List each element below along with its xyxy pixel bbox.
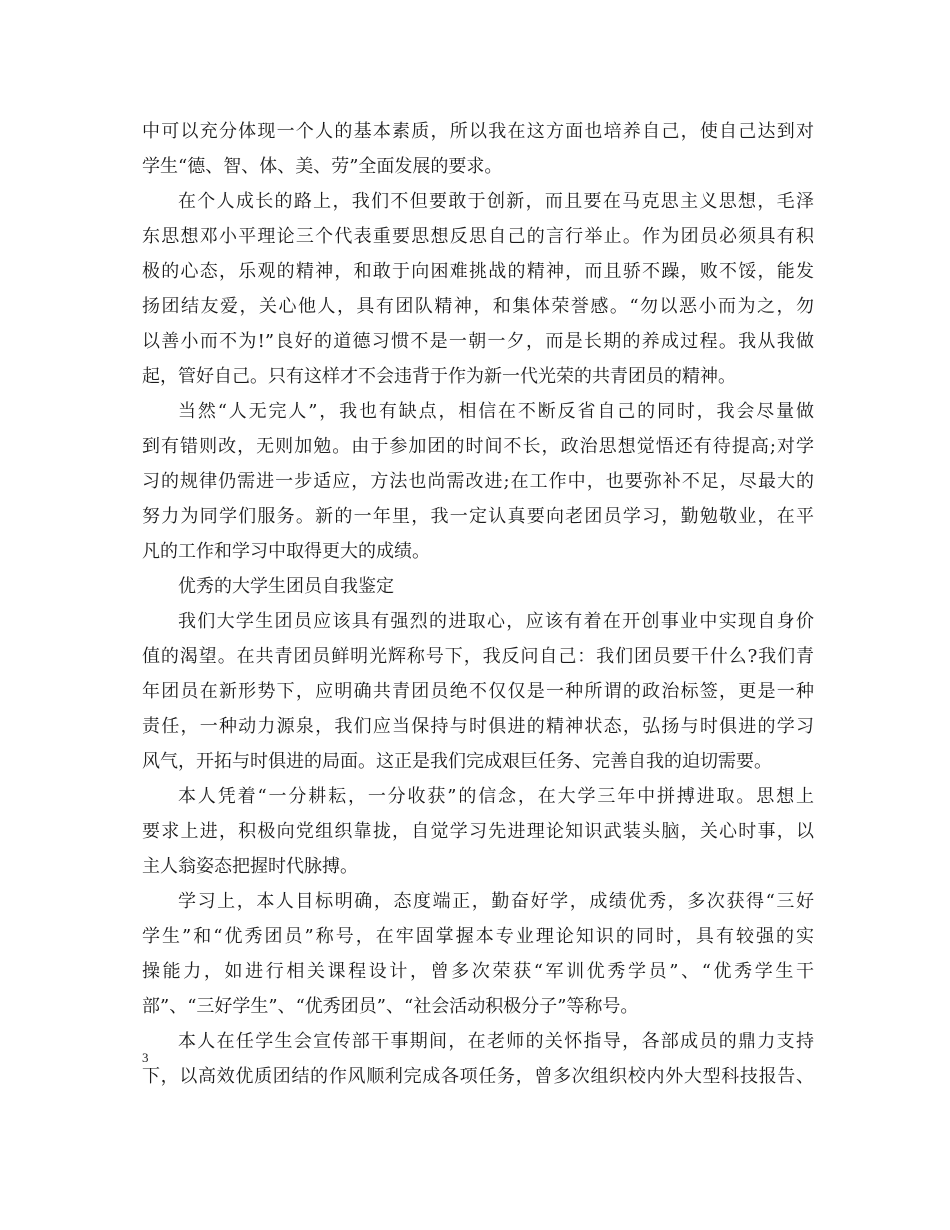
text-line: 到有错则改，无则加勉。由于参加团的时间不长，政治思想觉悟还有待提高;对学 bbox=[142, 436, 814, 457]
text-line: 操能力，如进行相关课程设计，曾多次荣获“军训优秀学员”、“优秀学生干 bbox=[142, 961, 814, 982]
document-body bbox=[142, 114, 814, 1094]
text-line: 当然“人无完人”，我也有缺点，相信在不断反省自己的同时，我会尽量做 bbox=[178, 401, 814, 422]
text-line: 优秀的大学生团员自我鉴定 bbox=[178, 576, 394, 597]
text-line: 年团员在新形势下，应明确共青团员绝不仅仅是一种所谓的政治标签，更是一种 bbox=[142, 681, 814, 702]
text-line: 责任，一种动力源泉，我们应当保持与时俱进的精神状态，弘扬与时俱进的学习 bbox=[142, 716, 814, 737]
text-line: 我们大学生团员应该具有强烈的进取心，应该有着在开创事业中实现自身价 bbox=[178, 611, 814, 632]
text-line: 学习上，本人目标明确，态度端正，勤奋好学，成绩优秀，多次获得“三好 bbox=[178, 891, 814, 912]
text-line: 学生”和“优秀团员”称号，在牢固掌握本专业理论知识的同时，具有较强的实 bbox=[142, 926, 814, 947]
text-line: 本人在任学生会宣传部干事期间，在老师的关怀指导，各部成员的鼎力支持 bbox=[178, 1031, 814, 1052]
text-line: 值的渴望。在共青团员鲜明光辉称号下，我反问自己：我们团员要干什么?我们青 bbox=[142, 646, 814, 667]
text-line: 中可以充分体现一个人的基本素质，所以我在这方面也培养自己，使自己达到对 bbox=[142, 121, 814, 142]
text-line: 以善小而不为!”良好的道德习惯不是一朝一夕，而是长期的养成过程。我从我做 bbox=[142, 331, 814, 352]
text-line: 要求上进，积极向党组织靠拢，自觉学习先进理论知识武装头脑，关心时事，以 bbox=[142, 821, 814, 842]
text-line: 主人翁姿态把握时代脉搏。 bbox=[142, 856, 358, 877]
text-line: 凡的工作和学习中取得更大的成绩。 bbox=[142, 541, 430, 562]
text-line: 在个人成长的路上，我们不但要敢于创新，而且要在马克思主义思想，毛泽 bbox=[178, 191, 814, 212]
text-line: 本人凭着“一分耕耘，一分收获”的信念，在大学三年中拼搏进取。思想上 bbox=[178, 786, 814, 807]
text-line: 习的规律仍需进一步适应，方法也尚需改进;在工作中，也要弥补不足，尽最大的 bbox=[142, 471, 814, 492]
text-line: 扬团结友爱，关心他人，具有团队精神，和集体荣誉感。“勿以恶小而为之，勿 bbox=[142, 296, 814, 317]
text-line: 学生“德、智、体、美、劳”全面发展的要求。 bbox=[142, 156, 503, 177]
text-line: 部”、“三好学生”、“优秀团员”、“社会活动积极分子”等称号。 bbox=[142, 996, 639, 1017]
text-line: 东思想邓小平理论三个代表重要思想反思自己的言行举止。作为团员必须具有积 bbox=[142, 226, 814, 247]
text-line: 起，管好自己。只有这样才不会违背于作为新一代光荣的共青团员的精神。 bbox=[142, 366, 736, 387]
page-number: 3 bbox=[142, 1050, 149, 1065]
text-line: 风气，开拓与时俱进的局面。这正是我们完成艰巨任务、完善自我的迫切需要。 bbox=[142, 751, 772, 772]
text-line: 努力为同学们服务。新的一年里，我一定认真要向老团员学习，勤勉敬业，在平 bbox=[142, 506, 814, 527]
text-line: 下，以高效优质团结的作风顺利完成各项任务，曾多次组织校内外大型科技报告、 bbox=[142, 1066, 814, 1087]
text-line: 极的心态，乐观的精神，和敢于向困难挑战的精神，而且骄不躁，败不馁，能发 bbox=[142, 261, 814, 282]
